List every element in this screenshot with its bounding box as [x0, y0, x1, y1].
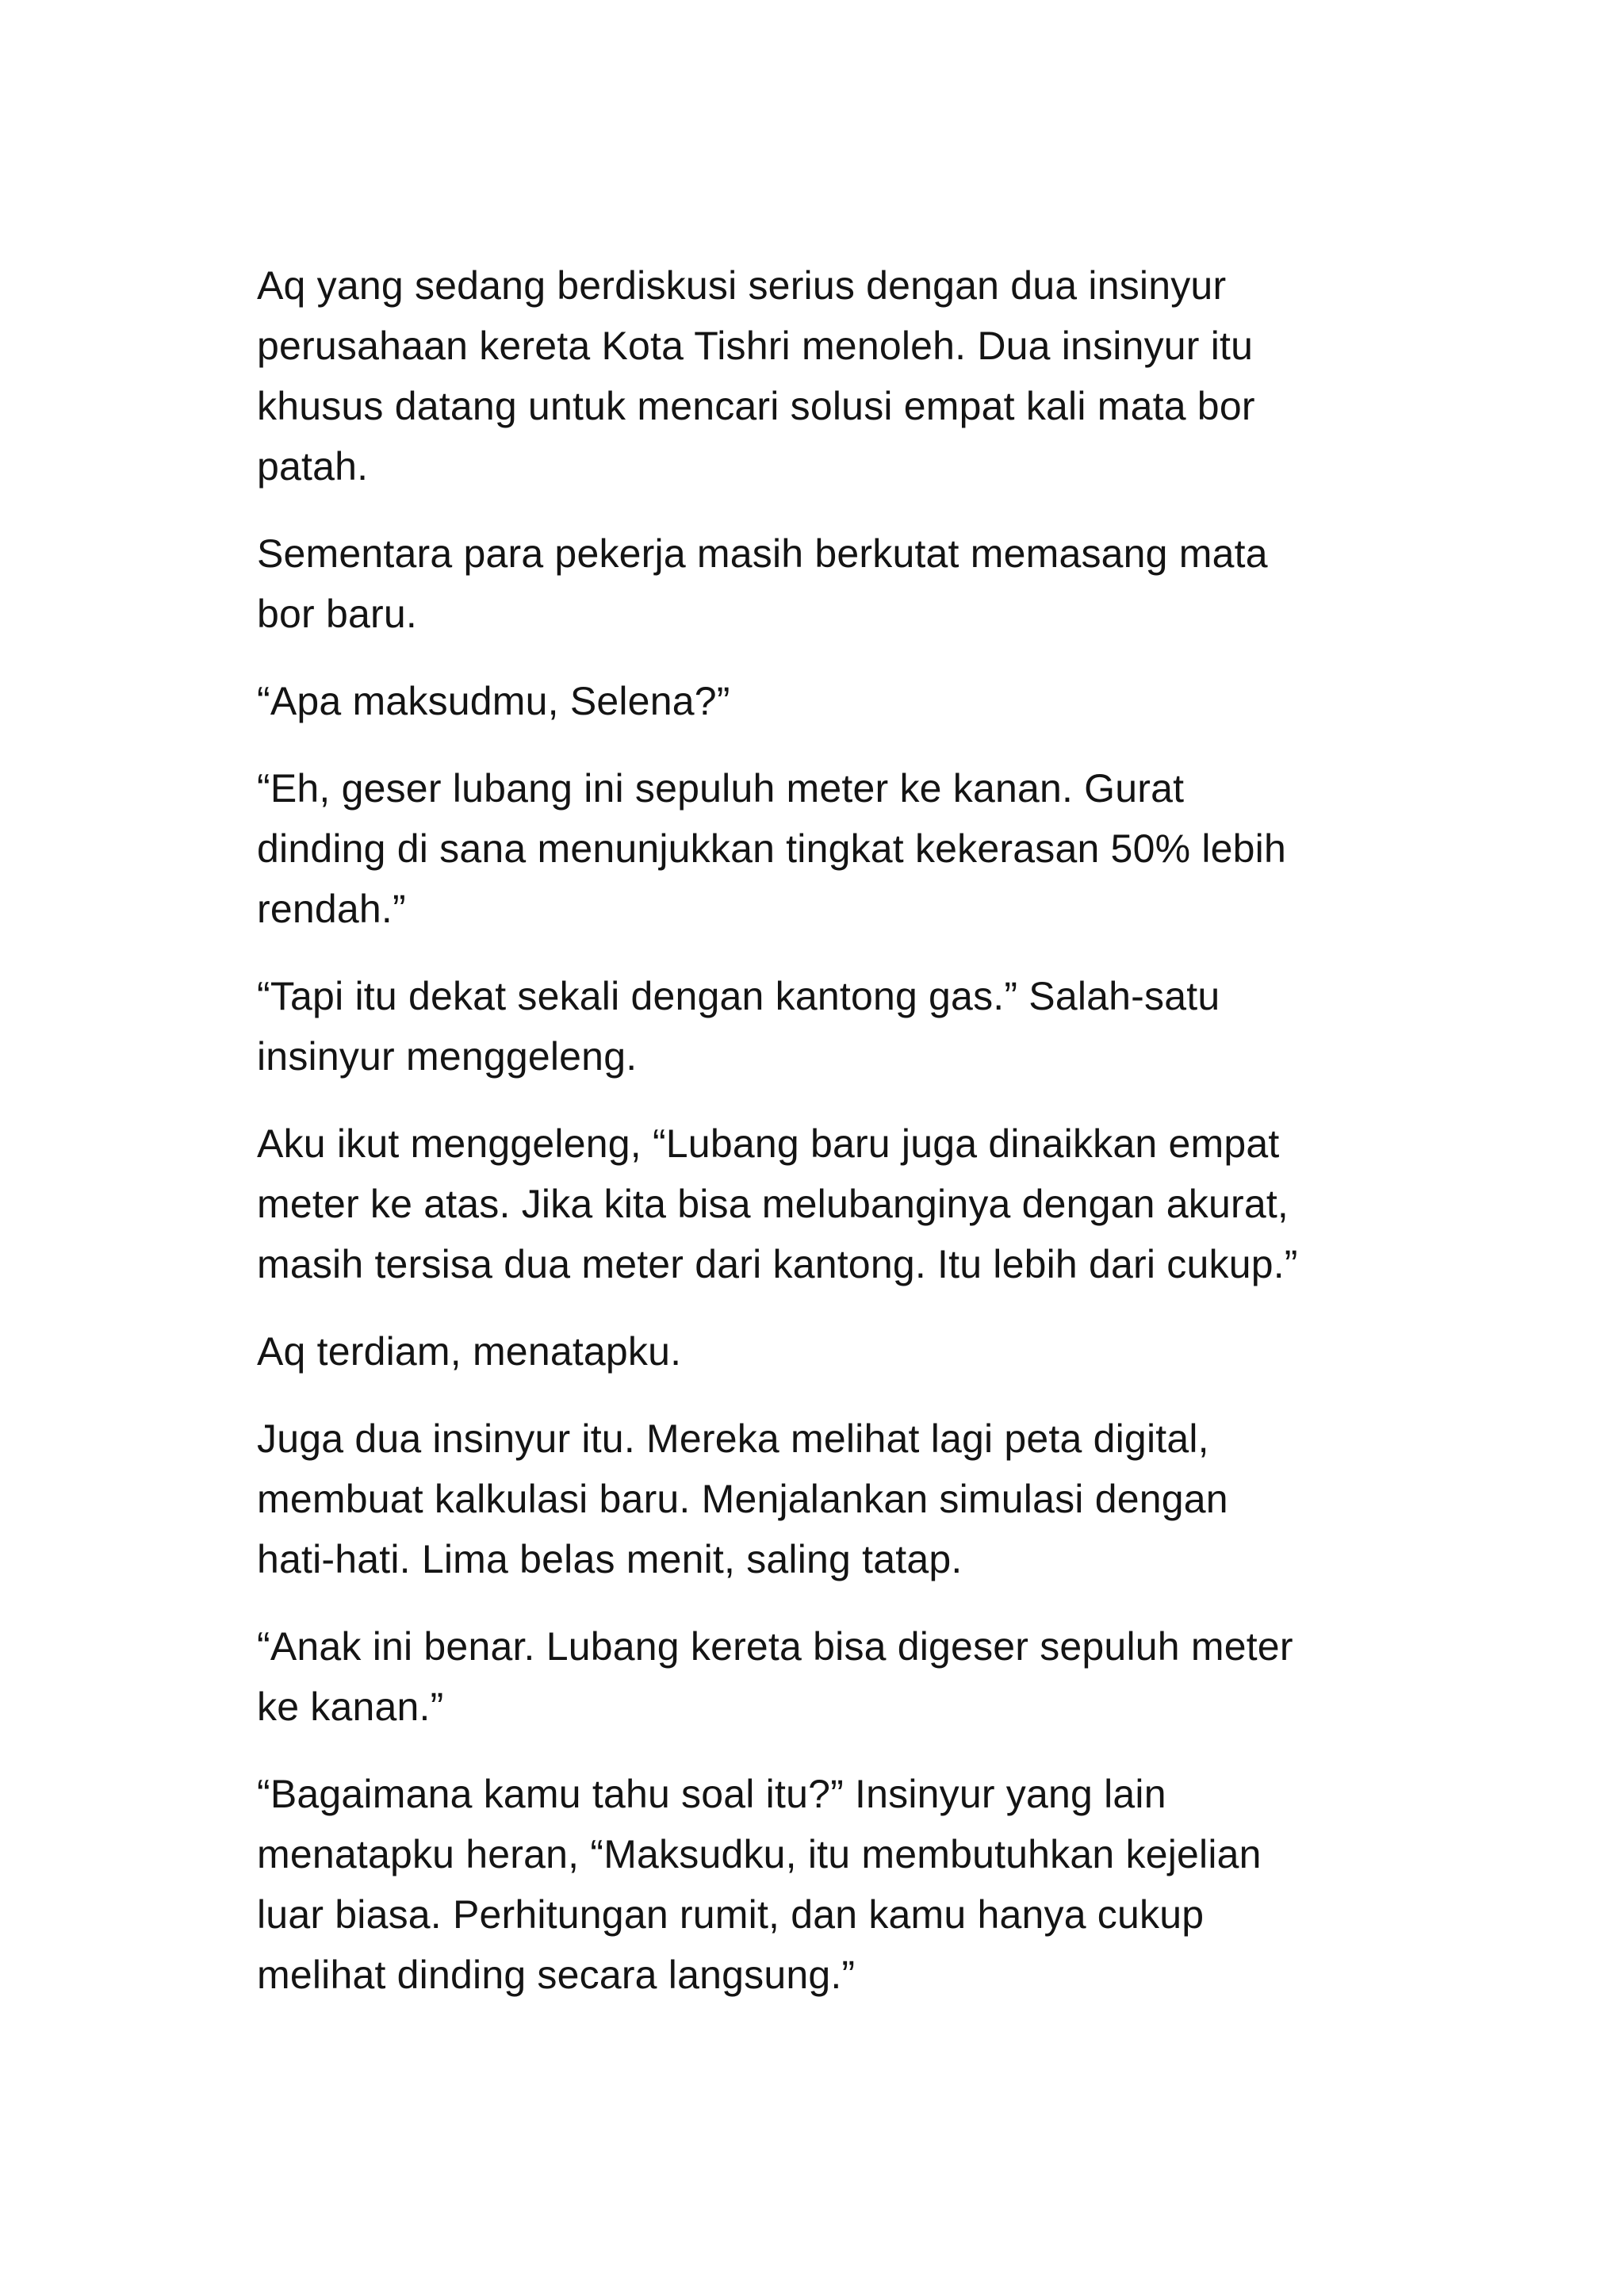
text-line: melihat dinding secara langsung.”: [257, 1953, 856, 1997]
text-line: insinyur menggeleng.: [257, 1034, 638, 1079]
text-line: “Anak ini benar. Lubang kereta bisa digeser sepuluh meter: [257, 1624, 1293, 1669]
paragraph-3: [257, 671, 1383, 731]
text-line: “Tapi itu dekat sekali dengan kantong gas.” Salah-satu: [257, 974, 1220, 1018]
text-line: “Eh, geser lubang ini sepuluh meter ke kanan. Gurat: [257, 766, 1185, 811]
text-line: hati-hati. Lima belas menit, saling tatap.: [257, 1537, 963, 1581]
text-line: membuat kalkulasi baru. Menjalankan simulasi dengan: [257, 1477, 1228, 1521]
paragraph-9: [257, 1616, 1383, 1737]
paragraph-8: [257, 1409, 1383, 1589]
text-line: rendah.”: [257, 887, 406, 931]
text-line: patah.: [257, 444, 369, 489]
story-text: [257, 255, 1383, 2032]
text-line: dinding di sana menunjukkan tingkat kekerasan 50% lebih: [257, 826, 1286, 871]
text-line: “Apa maksudmu, Selena?”: [257, 679, 730, 723]
text-line: Aq yang sedang berdiskusi serius dengan dua insinyur: [257, 263, 1227, 308]
text-line: Sementara para pekerja masih berkutat memasang mata: [257, 531, 1268, 576]
text-line: menatapku heran, “Maksudku, itu membutuhkan kejelian: [257, 1832, 1262, 1876]
paragraph-2: [257, 523, 1383, 644]
text-line: Aku ikut menggeleng, “Lubang baru juga dinaikkan empat: [257, 1121, 1280, 1166]
text-line: “Bagaimana kamu tahu soal itu?” Insinyur yang lain: [257, 1772, 1166, 1816]
text-line: perusahaan kereta Kota Tishri menoleh. Dua insinyur itu: [257, 324, 1254, 368]
text-line: khusus datang untuk mencari solusi empat kali mata bor: [257, 384, 1255, 428]
text-line: masih tersisa dua meter dari kantong. Itu lebih dari cukup.”: [257, 1242, 1298, 1286]
paragraph-1: [257, 255, 1383, 496]
text-line: Aq terdiam, menatapku.: [257, 1329, 682, 1374]
text-line: ke kanan.”: [257, 1685, 444, 1729]
paragraph-6: [257, 1114, 1383, 1294]
paragraph-5: [257, 966, 1383, 1087]
text-line: luar biasa. Perhitungan rumit, dan kamu hanya cukup: [257, 1892, 1205, 1937]
paragraph-7: [257, 1321, 1383, 1382]
paragraph-10: [257, 1764, 1383, 2005]
text-line: meter ke atas. Jika kita bisa melubanginya dengan akurat,: [257, 1182, 1289, 1226]
text-line: Juga dua insinyur itu. Mereka melihat lagi peta digital,: [257, 1416, 1209, 1461]
text-line: bor baru.: [257, 592, 417, 636]
paragraph-4: [257, 758, 1383, 939]
